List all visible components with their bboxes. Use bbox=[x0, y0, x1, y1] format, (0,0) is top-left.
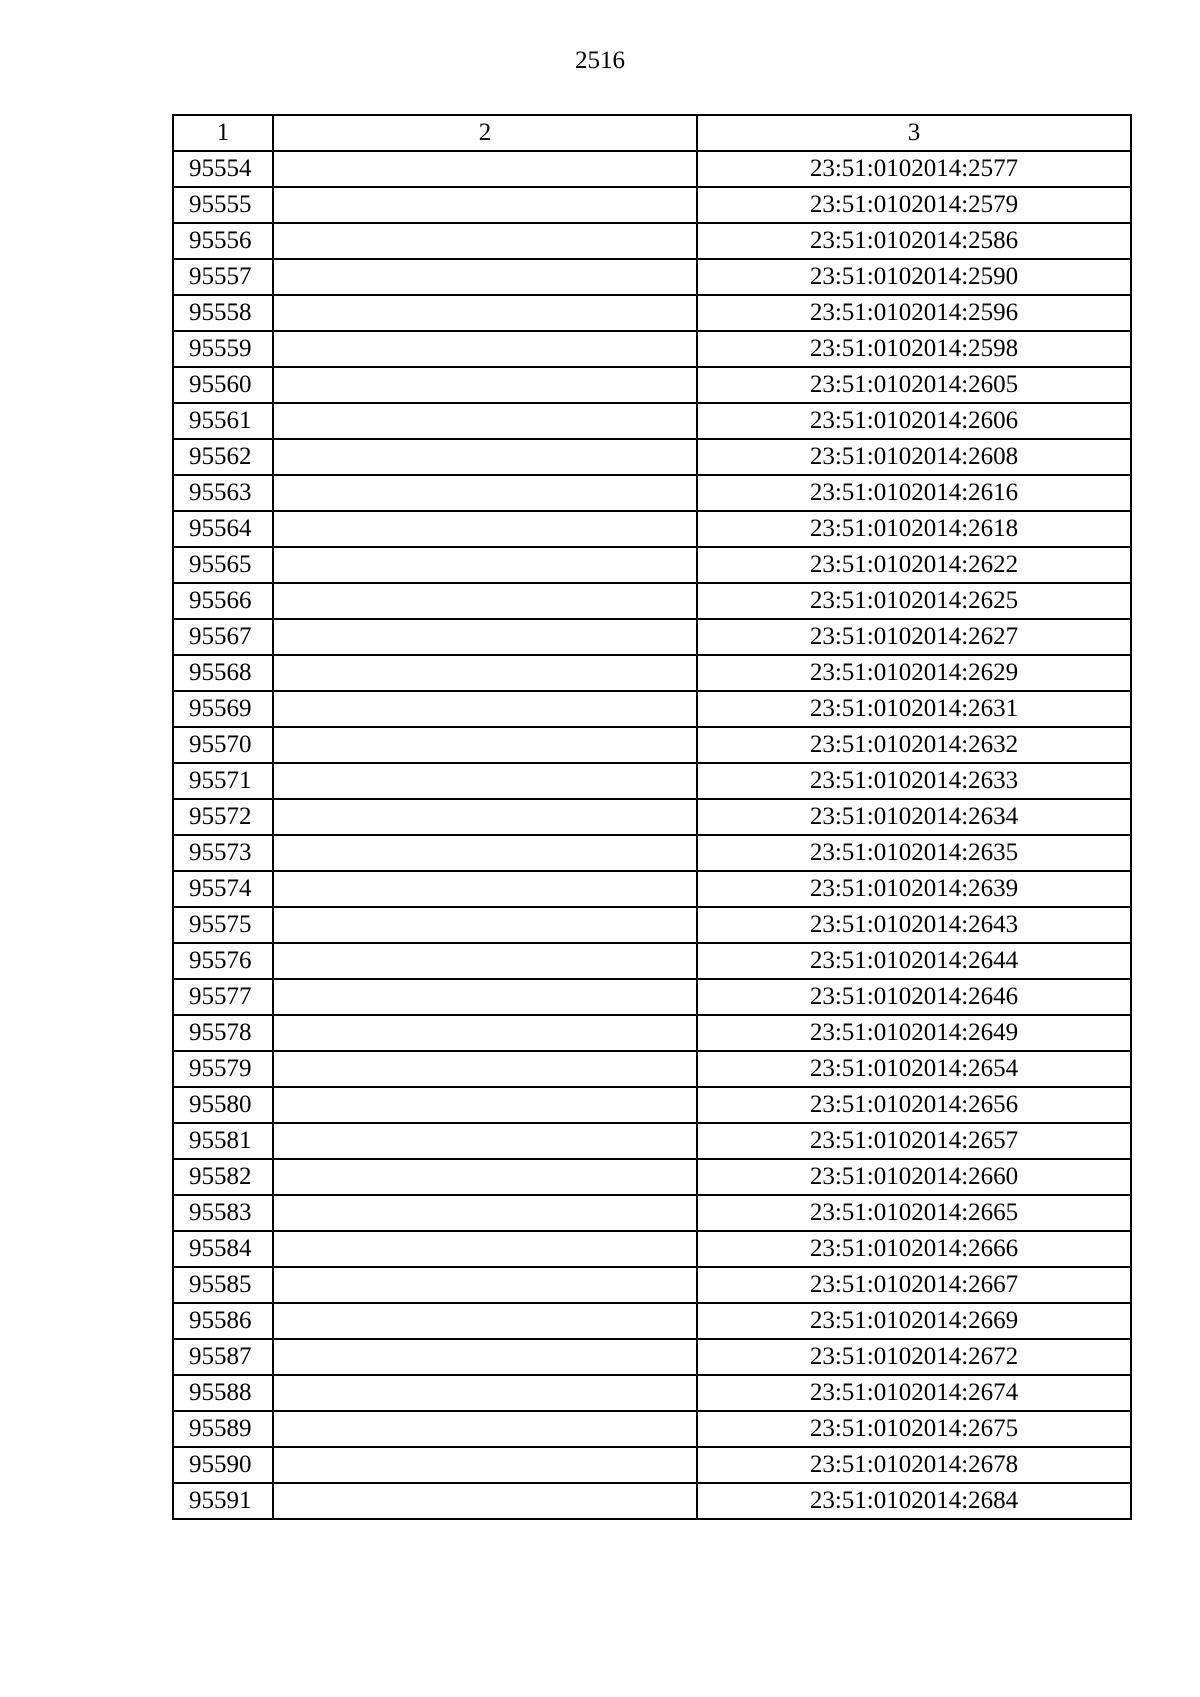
cadastral-number-cell: 23:51:0102014:2605 bbox=[697, 367, 1131, 403]
row-number-cell: 95555 bbox=[173, 187, 273, 223]
cadastral-number-cell: 23:51:0102014:2579 bbox=[697, 187, 1131, 223]
table-body bbox=[173, 151, 1131, 1519]
row-column2-cell bbox=[273, 619, 697, 655]
cadastral-number-cell: 23:51:0102014:2632 bbox=[697, 727, 1131, 763]
table-row bbox=[173, 1267, 1131, 1303]
row-column2-cell bbox=[273, 1267, 697, 1303]
row-number-cell: 95562 bbox=[173, 439, 273, 475]
table-row bbox=[173, 259, 1131, 295]
table-row bbox=[173, 151, 1131, 187]
header-cell-2: 2 bbox=[273, 115, 697, 151]
row-number-cell: 95564 bbox=[173, 511, 273, 547]
cadastral-number-cell: 23:51:0102014:2631 bbox=[697, 691, 1131, 727]
table-row bbox=[173, 1447, 1131, 1483]
row-number-cell: 95574 bbox=[173, 871, 273, 907]
table-row bbox=[173, 691, 1131, 727]
row-column2-cell bbox=[273, 763, 697, 799]
table-row bbox=[173, 619, 1131, 655]
row-number-cell: 95584 bbox=[173, 1231, 273, 1267]
cadastral-number-cell: 23:51:0102014:2684 bbox=[697, 1483, 1131, 1519]
cadastral-number-cell: 23:51:0102014:2646 bbox=[697, 979, 1131, 1015]
cadastral-number-cell: 23:51:0102014:2633 bbox=[697, 763, 1131, 799]
cadastral-number-cell: 23:51:0102014:2625 bbox=[697, 583, 1131, 619]
row-column2-cell bbox=[273, 259, 697, 295]
row-number-cell: 95570 bbox=[173, 727, 273, 763]
row-column2-cell bbox=[273, 1087, 697, 1123]
table-row bbox=[173, 403, 1131, 439]
registry-table bbox=[172, 114, 1132, 1520]
row-number-cell: 95569 bbox=[173, 691, 273, 727]
row-column2-cell bbox=[273, 223, 697, 259]
cadastral-number-cell: 23:51:0102014:2586 bbox=[697, 223, 1131, 259]
row-column2-cell bbox=[273, 1195, 697, 1231]
cadastral-number-cell: 23:51:0102014:2649 bbox=[697, 1015, 1131, 1051]
row-number-cell: 95572 bbox=[173, 799, 273, 835]
row-column2-cell bbox=[273, 331, 697, 367]
row-column2-cell bbox=[273, 1051, 697, 1087]
row-column2-cell bbox=[273, 511, 697, 547]
row-column2-cell bbox=[273, 1231, 697, 1267]
cadastral-number-cell: 23:51:0102014:2606 bbox=[697, 403, 1131, 439]
cadastral-number-cell: 23:51:0102014:2644 bbox=[697, 943, 1131, 979]
cadastral-number-cell: 23:51:0102014:2596 bbox=[697, 295, 1131, 331]
table-row bbox=[173, 655, 1131, 691]
row-number-cell: 95557 bbox=[173, 259, 273, 295]
table-row bbox=[173, 763, 1131, 799]
row-number-cell: 95554 bbox=[173, 151, 273, 187]
row-number-cell: 95585 bbox=[173, 1267, 273, 1303]
row-number-cell: 95558 bbox=[173, 295, 273, 331]
cadastral-number-cell: 23:51:0102014:2643 bbox=[697, 907, 1131, 943]
row-column2-cell bbox=[273, 439, 697, 475]
table-row bbox=[173, 1123, 1131, 1159]
row-column2-cell bbox=[273, 583, 697, 619]
header-cell-1: 1 bbox=[173, 115, 273, 151]
header-cell-3: 3 bbox=[697, 115, 1131, 151]
row-column2-cell bbox=[273, 1447, 697, 1483]
cadastral-number-cell: 23:51:0102014:2667 bbox=[697, 1267, 1131, 1303]
row-column2-cell bbox=[273, 1159, 697, 1195]
table-row bbox=[173, 979, 1131, 1015]
cadastral-number-cell: 23:51:0102014:2629 bbox=[697, 655, 1131, 691]
row-column2-cell bbox=[273, 727, 697, 763]
table-row bbox=[173, 547, 1131, 583]
row-number-cell: 95575 bbox=[173, 907, 273, 943]
row-number-cell: 95571 bbox=[173, 763, 273, 799]
row-column2-cell bbox=[273, 1123, 697, 1159]
cadastral-number-cell: 23:51:0102014:2672 bbox=[697, 1339, 1131, 1375]
row-column2-cell bbox=[273, 1375, 697, 1411]
row-column2-cell bbox=[273, 799, 697, 835]
cadastral-number-cell: 23:51:0102014:2608 bbox=[697, 439, 1131, 475]
table-row bbox=[173, 1087, 1131, 1123]
table-row bbox=[173, 1375, 1131, 1411]
cadastral-number-cell: 23:51:0102014:2678 bbox=[697, 1447, 1131, 1483]
table-row bbox=[173, 439, 1131, 475]
row-number-cell: 95568 bbox=[173, 655, 273, 691]
table-header bbox=[173, 115, 1131, 151]
table-row bbox=[173, 583, 1131, 619]
table-row bbox=[173, 1051, 1131, 1087]
row-number-cell: 95561 bbox=[173, 403, 273, 439]
table-row bbox=[173, 799, 1131, 835]
cadastral-number-cell: 23:51:0102014:2665 bbox=[697, 1195, 1131, 1231]
table-row bbox=[173, 871, 1131, 907]
cadastral-number-cell: 23:51:0102014:2675 bbox=[697, 1411, 1131, 1447]
row-number-cell: 95582 bbox=[173, 1159, 273, 1195]
row-number-cell: 95588 bbox=[173, 1375, 273, 1411]
table-row bbox=[173, 331, 1131, 367]
row-number-cell: 95560 bbox=[173, 367, 273, 403]
table-row bbox=[173, 511, 1131, 547]
table-row bbox=[173, 727, 1131, 763]
row-number-cell: 95580 bbox=[173, 1087, 273, 1123]
cadastral-number-cell: 23:51:0102014:2577 bbox=[697, 151, 1131, 187]
row-number-cell: 95563 bbox=[173, 475, 273, 511]
row-column2-cell bbox=[273, 871, 697, 907]
row-number-cell: 95590 bbox=[173, 1447, 273, 1483]
table-row bbox=[173, 1159, 1131, 1195]
table-row bbox=[173, 943, 1131, 979]
header-row bbox=[173, 115, 1131, 151]
row-number-cell: 95578 bbox=[173, 1015, 273, 1051]
row-column2-cell bbox=[273, 1339, 697, 1375]
cadastral-number-cell: 23:51:0102014:2618 bbox=[697, 511, 1131, 547]
cadastral-number-cell: 23:51:0102014:2616 bbox=[697, 475, 1131, 511]
row-column2-cell bbox=[273, 655, 697, 691]
cadastral-number-cell: 23:51:0102014:2654 bbox=[697, 1051, 1131, 1087]
row-column2-cell bbox=[273, 907, 697, 943]
row-number-cell: 95556 bbox=[173, 223, 273, 259]
row-number-cell: 95579 bbox=[173, 1051, 273, 1087]
row-column2-cell bbox=[273, 691, 697, 727]
row-column2-cell bbox=[273, 187, 697, 223]
row-number-cell: 95559 bbox=[173, 331, 273, 367]
table-row bbox=[173, 835, 1131, 871]
cadastral-number-cell: 23:51:0102014:2656 bbox=[697, 1087, 1131, 1123]
table-row bbox=[173, 1303, 1131, 1339]
table-row bbox=[173, 475, 1131, 511]
table-row bbox=[173, 1015, 1131, 1051]
cadastral-number-cell: 23:51:0102014:2674 bbox=[697, 1375, 1131, 1411]
row-column2-cell bbox=[273, 1015, 697, 1051]
row-number-cell: 95576 bbox=[173, 943, 273, 979]
row-number-cell: 95573 bbox=[173, 835, 273, 871]
cadastral-number-cell: 23:51:0102014:2669 bbox=[697, 1303, 1131, 1339]
table-row bbox=[173, 1483, 1131, 1519]
row-column2-cell bbox=[273, 1411, 697, 1447]
row-number-cell: 95583 bbox=[173, 1195, 273, 1231]
cadastral-number-cell: 23:51:0102014:2622 bbox=[697, 547, 1131, 583]
row-number-cell: 95586 bbox=[173, 1303, 273, 1339]
row-column2-cell bbox=[273, 1483, 697, 1519]
table-row bbox=[173, 1339, 1131, 1375]
table-row bbox=[173, 907, 1131, 943]
table-row bbox=[173, 295, 1131, 331]
row-column2-cell bbox=[273, 835, 697, 871]
row-column2-cell bbox=[273, 979, 697, 1015]
row-column2-cell bbox=[273, 1303, 697, 1339]
table-row bbox=[173, 1411, 1131, 1447]
row-column2-cell bbox=[273, 295, 697, 331]
row-number-cell: 95567 bbox=[173, 619, 273, 655]
cadastral-number-cell: 23:51:0102014:2627 bbox=[697, 619, 1131, 655]
cadastral-number-cell: 23:51:0102014:2660 bbox=[697, 1159, 1131, 1195]
row-column2-cell bbox=[273, 943, 697, 979]
cadastral-number-cell: 23:51:0102014:2590 bbox=[697, 259, 1131, 295]
cadastral-number-cell: 23:51:0102014:2635 bbox=[697, 835, 1131, 871]
row-column2-cell bbox=[273, 547, 697, 583]
row-number-cell: 95589 bbox=[173, 1411, 273, 1447]
table-row bbox=[173, 1231, 1131, 1267]
table-row bbox=[173, 1195, 1131, 1231]
table-row bbox=[173, 367, 1131, 403]
row-number-cell: 95581 bbox=[173, 1123, 273, 1159]
cadastral-number-cell: 23:51:0102014:2639 bbox=[697, 871, 1131, 907]
row-column2-cell bbox=[273, 367, 697, 403]
cadastral-number-cell: 23:51:0102014:2657 bbox=[697, 1123, 1131, 1159]
row-number-cell: 95565 bbox=[173, 547, 273, 583]
table-row bbox=[173, 223, 1131, 259]
cadastral-number-cell: 23:51:0102014:2634 bbox=[697, 799, 1131, 835]
row-number-cell: 95566 bbox=[173, 583, 273, 619]
row-column2-cell bbox=[273, 475, 697, 511]
table-row bbox=[173, 187, 1131, 223]
page-number: 2516 bbox=[575, 47, 625, 74]
row-number-cell: 95587 bbox=[173, 1339, 273, 1375]
row-number-cell: 95577 bbox=[173, 979, 273, 1015]
row-column2-cell bbox=[273, 403, 697, 439]
row-number-cell: 95591 bbox=[173, 1483, 273, 1519]
row-column2-cell bbox=[273, 151, 697, 187]
cadastral-number-cell: 23:51:0102014:2598 bbox=[697, 331, 1131, 367]
cadastral-number-cell: 23:51:0102014:2666 bbox=[697, 1231, 1131, 1267]
